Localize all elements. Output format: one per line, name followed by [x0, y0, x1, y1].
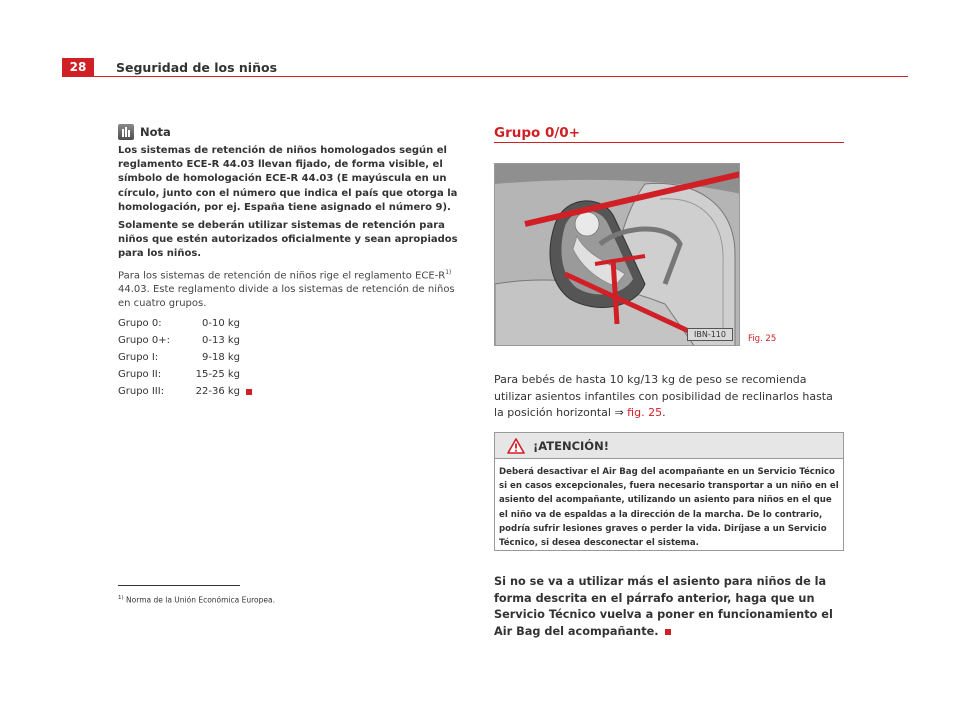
final-paragraph: Si no se va a utilizar más el asiento para niños de la forma descrita en el párrafo anterior, haga que un Servicio Técnico vuelva a poner en funcionamiento el Air Bag del acompañante. — [494, 575, 833, 638]
header-rule — [62, 76, 908, 77]
warning-box — [494, 432, 844, 551]
child-seat-illustration — [495, 164, 740, 346]
note-paragraph-regulation: Para los sistemas de retención de niños rige el reglamento ECE-$R^{1)}$ 44.03. Este reglamento divide a los sistemas de retención de niños en cuatro grupos. — [118, 268, 455, 310]
note-paragraph-authorized: Solamente se deberán utilizar sistemas de retención para niños que estén autorizados oficialmente y sean apropiados para los niños. — [118, 220, 458, 260]
group-name: Grupo 0: — [118, 317, 162, 329]
warning-heading — [495, 433, 843, 459]
left-column — [118, 124, 468, 401]
figure-child-seat — [494, 163, 740, 346]
figure-caption: Fig. 25 — [748, 334, 777, 344]
warning-triangle-icon — [507, 438, 525, 454]
section-title: Grupo 0/0+ — [494, 125, 581, 141]
group-weight: 22-36 kg — [195, 385, 240, 397]
body-paragraph: Para bebés de hasta 10 kg/13 kg de peso se recomienda utilizar asientos infantiles con posibilidad de reclinarlos hasta la posición horizontal ⇒ fig. 25. — [494, 373, 833, 419]
group-name: Grupo I: — [118, 351, 159, 363]
note-title: Nota — [140, 124, 171, 139]
page-number: 28 — [62, 58, 94, 76]
group-weight: 0-10 kg — [201, 317, 240, 329]
group-row — [118, 316, 468, 333]
group-name: Grupo III: — [118, 385, 165, 397]
note-paragraph-homologation: Los sistemas de retención de niños homologados según el reglamento ECE-R 44.03 llevan fijado, de forma visible, el símbolo de homologación ECE-R 44.03 (E mayúscula en un círculo, junto con el número que indica el país que otorga la homologación, por ej. España tiene asignado el número 9). — [118, 145, 458, 213]
end-marker-icon — [665, 629, 671, 635]
header-title: Seguridad de los niños — [116, 60, 278, 75]
group-row — [118, 367, 468, 384]
group-row — [118, 384, 468, 401]
group-list — [118, 316, 468, 401]
warning-title: ¡ATENCIÓN! — [533, 438, 609, 453]
group-weight: 15-25 kg — [195, 368, 240, 380]
group-weight: 0-13 kg — [201, 334, 240, 346]
figure-code: IBN-110 — [687, 328, 733, 341]
group-row — [118, 333, 468, 350]
note-heading — [118, 124, 468, 140]
figure-reference-link[interactable]: fig. 25 — [627, 406, 663, 419]
section-rule — [494, 142, 844, 143]
footnote-rule — [118, 585, 240, 586]
end-marker-icon — [246, 389, 252, 395]
footnote: $^{1)}$ Norma de la Unión Económica Europea. — [118, 595, 275, 605]
warning-text: Deberá desactivar el Air Bag del acompañante en un Servicio Técnico si en casos excepcionales, fuera necesario transportar a un niño en el asiento del acompañante, utilizando un asiento para niños en el que el niño va de espaldas a la dirección de la marcha. De lo contrario, podría sufrir lesiones graves o perder la vida. Diríjase a un Servicio Técnico, si desea desconectar el sistema. — [499, 467, 839, 549]
group-weight: 9-18 kg — [201, 351, 240, 363]
note-icon — [118, 124, 134, 140]
group-row — [118, 350, 468, 367]
group-name: Grupo II: — [118, 368, 162, 380]
group-name: Grupo 0+: — [118, 334, 170, 346]
